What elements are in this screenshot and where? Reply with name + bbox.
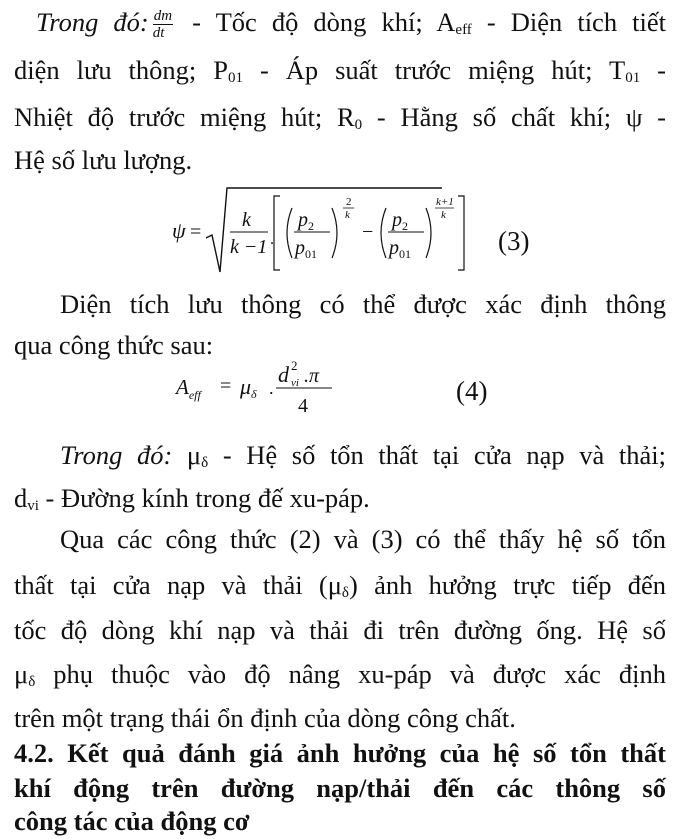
svg-text:ψ: ψ — [172, 218, 186, 243]
svg-text:k: k — [242, 209, 251, 231]
svg-text:.: . — [269, 378, 274, 398]
para2-line1: Diện tích lưu thông có thể được xác định thông — [60, 289, 666, 319]
svg-text:p01: $p_{01}$ — [389, 237, 411, 261]
equation-4-graphic — [170, 350, 470, 420]
equation-3 — [170, 186, 640, 278]
svg-text:vi: vi — [291, 377, 299, 389]
para3-line1: Trong đó: $\mu_\delta$ - Hệ số tổn thất tại cửa nạp và thải; — [60, 440, 666, 471]
para4-line1: Qua các công thức (2) và (3) có thể thấy hệ số tổn — [60, 524, 666, 554]
para1-line2: diện lưu thông; $P_{01}$ - Áp suất trước miệng hút; $T_{01}$ - — [14, 55, 666, 86]
svg-text:.π: .π — [304, 365, 320, 387]
para2-line2: qua công thức sau: — [14, 330, 214, 360]
equation-3-number: (3) — [498, 226, 530, 256]
para4-line2: thất tại cửa nạp và thải $(\mu_\delta)$ ảnh hưởng trực tiếp đến — [14, 570, 666, 601]
svg-text:=: = — [190, 221, 202, 243]
para3-line2: $d_{vi}$ - Đường kính trong đế xu-páp. — [14, 483, 370, 514]
svg-text:d: d — [278, 362, 289, 387]
para1-line3: Nhiệt độ trước miệng hút; $R_0$ - Hằng số chất khí; ψ - — [14, 102, 667, 133]
svg-text:=: = — [220, 375, 232, 397]
para1-line4: Hệ số lưu lượng. — [14, 145, 193, 175]
para4-line3: tốc độ dòng khí nạp và thải đi trên đường ống. Hệ số — [14, 615, 666, 645]
para1-line1: Trong đó: $\frac{dm}{dt}$ - Tốc độ dòng khí; $A_{eff}$ - Diện tích tiết — [36, 7, 666, 42]
section-heading-line1: 4.2. Kết quả đánh giá ảnh hưởng của hệ số tổn thất — [14, 738, 666, 768]
svg-text:p01: $p_{01}$ — [295, 237, 317, 261]
where-label: Trong đó: — [36, 7, 149, 37]
equation-3-graphic — [170, 186, 640, 278]
svg-text:Aeff: $A_{eff}$ — [176, 375, 201, 402]
svg-text:k: k — [345, 209, 350, 221]
svg-text:k −1: k −1 — [230, 236, 268, 258]
svg-text:μδ: μδ — [240, 374, 257, 401]
para4-line5: trên một trạng thái ổn định của dòng công chất. — [14, 703, 516, 733]
dm-dt-fraction: $\frac{dm}{dt}$ — [152, 8, 173, 42]
equation-4 — [170, 350, 570, 420]
para4-line4: $\mu_\delta$ phụ thuộc vào độ nâng xu-páp và được xác định — [14, 659, 666, 690]
svg-text:p2: $p_2$ — [392, 209, 408, 233]
equation-4-number: (4) — [456, 376, 488, 406]
svg-text:2: 2 — [346, 196, 352, 208]
section-heading-line3: công tác của động cơ — [14, 806, 250, 836]
svg-text:.: . — [270, 231, 274, 248]
svg-text:k+1: k+1 — [436, 196, 454, 208]
where-label: Trong đó: — [60, 440, 173, 470]
svg-text:−: − — [362, 221, 374, 243]
svg-text:p2: $p_2$ — [298, 209, 314, 233]
svg-text:k: k — [441, 209, 446, 221]
svg-text:2: 2 — [291, 358, 298, 373]
svg-text:4: 4 — [298, 395, 308, 417]
section-heading-line2: khí động trên đường nạp/thải đến các thông số — [14, 773, 666, 803]
